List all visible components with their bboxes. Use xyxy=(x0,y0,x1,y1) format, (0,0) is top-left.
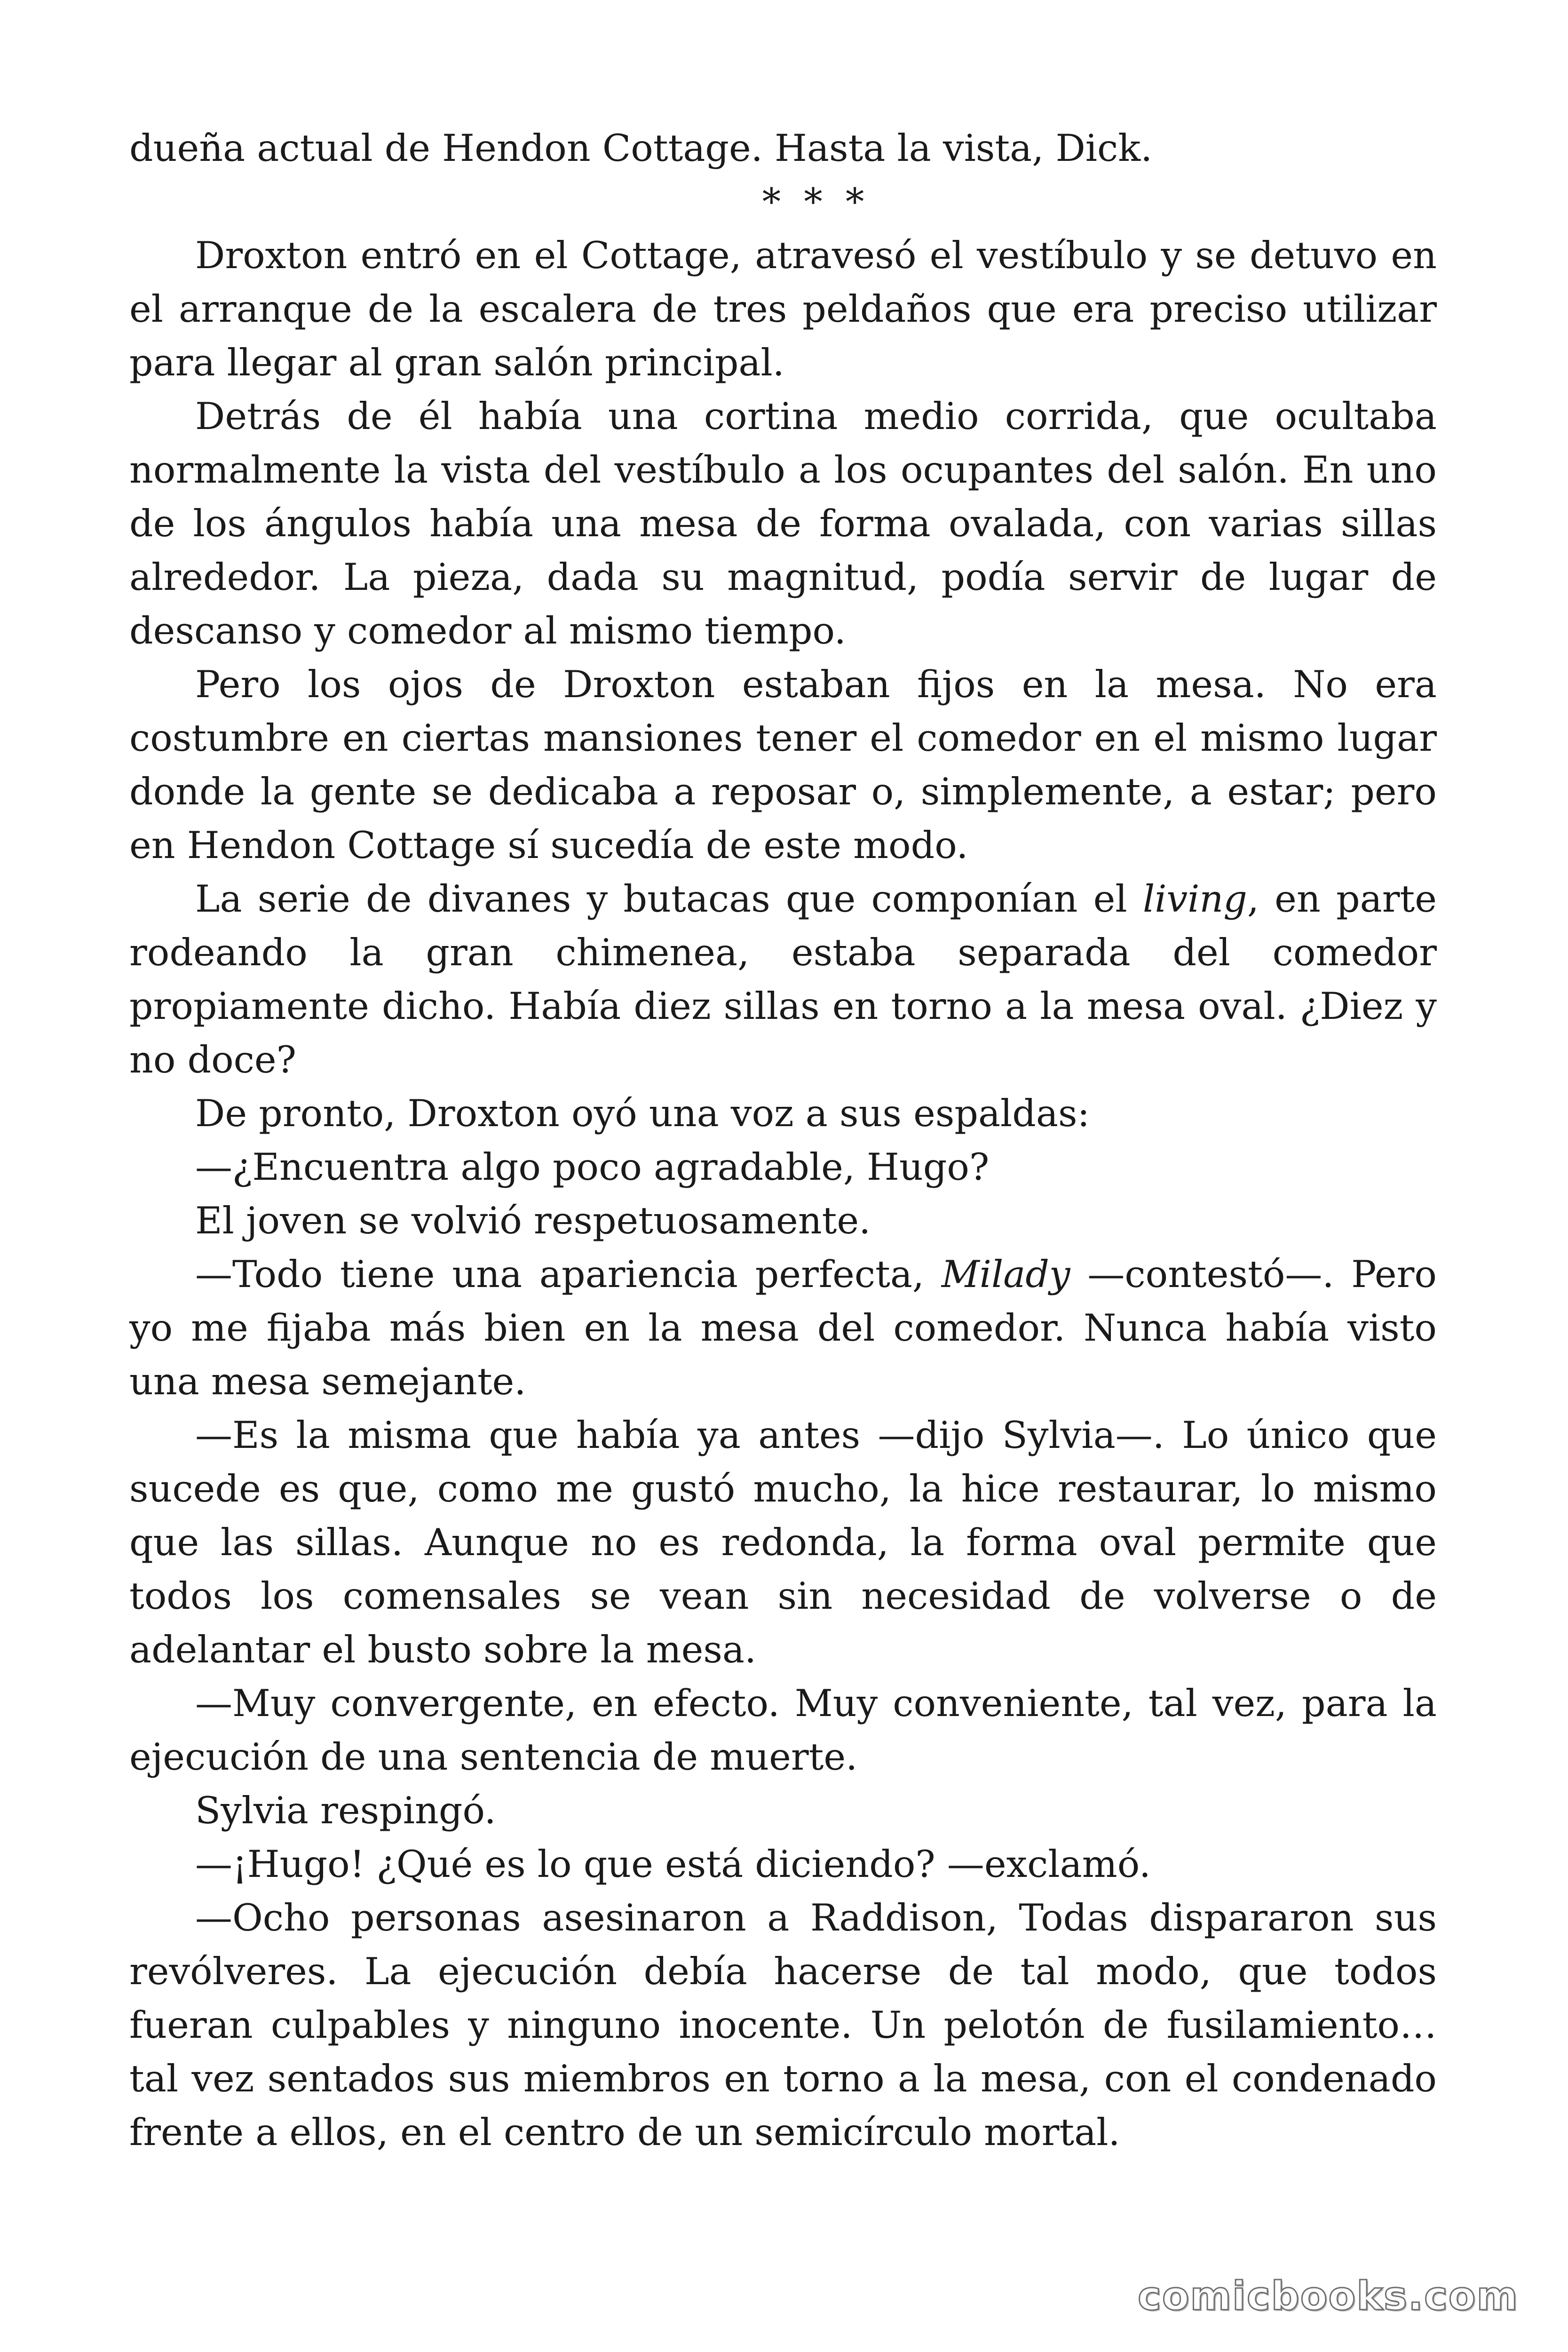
paragraph: De pronto, Droxton oyó una voz a sus espaldas: xyxy=(195,1092,1090,1135)
watermark-logo: comicbooks.com xyxy=(1138,2273,1519,2319)
dialogue-line: —Es la misma que había ya antes —dijo Sylvia—. Lo único que sucede es que, como me gustó mucho, la hice restaurar, lo mismo que las sillas. Aunque no es redonda, la forma oval permite que todos los comensales se vean sin necesidad de volverse o de adelantar el busto sobre la mesa. xyxy=(129,1414,1437,1671)
paragraph: Detrás de él había una cortina medio corrida, que ocultaba normalmente la vista del vestíbulo a los ocupantes del salón. En uno de los ángulos había una mesa de forma ovalada, con varias sillas alrededor. La pieza, dada su magnitud, podía servir de lugar de descanso y comedor al mismo tiempo. xyxy=(129,395,1437,652)
paragraph-text: La serie de divanes y butacas que componían el xyxy=(195,877,1143,921)
paragraph: Pero los ojos de Droxton estaban fijos en la mesa. No era costumbre en ciertas mansiones tener el comedor en el mismo lugar donde la gente se dedicaba a reposar o, simplemente, a estar; pero en Hendon Cottage sí sucedía de este modo. xyxy=(129,663,1437,867)
italic-word: Milady xyxy=(941,1253,1070,1296)
scene-separator: * * * xyxy=(762,180,870,223)
dialogue-line: —Muy convergente, en efecto. Muy conveniente, tal vez, para la ejecución de una sentencia de muerte. xyxy=(129,1682,1437,1779)
paragraph: El joven se volvió respetuosamente. xyxy=(195,1199,871,1242)
dialogue-line: —Ocho personas asesinaron a Raddison, Todas dispararon sus revólveres. La ejecución debía hacerse de tal modo, que todos fueran culpables y ninguno inocente. Un pelotón de fusilamiento… tal vez sentados sus miembros en torno a la mesa, con el condenado frente a ellos, en el centro de un semicírculo mortal. xyxy=(129,1896,1437,2154)
page-text xyxy=(129,121,1437,2159)
paragraph: dueña actual de Hendon Cottage. Hasta la vista, Dick. xyxy=(129,127,1153,170)
dialogue-line xyxy=(129,1248,1437,1408)
dialogue-line: —¿Encuentra algo poco agradable, Hugo? xyxy=(195,1145,990,1189)
italic-word: living xyxy=(1142,877,1247,921)
paragraph-text: , en parte rodeando la gran chimenea, estaba separada del comedor propiamente dicho. Había diez sillas en torno a la mesa oval. ¿Diez y no doce? xyxy=(129,877,1437,1081)
paragraph-text: —Todo tiene una apariencia perfecta, xyxy=(195,1253,942,1296)
paragraph: Droxton entró en el Cottage, atravesó el vestíbulo y se detuvo en el arranque de la escalera de tres peldaños que era preciso utilizar para llegar al gran salón principal. xyxy=(129,234,1437,384)
paragraph xyxy=(129,872,1437,1087)
paragraph-text: —contestó—. Pero yo me fijaba más bien en la mesa del comedor. Nunca había visto una mesa semejante. xyxy=(129,1253,1437,1403)
dialogue-line: —¡Hugo! ¿Qué es lo que está diciendo? —exclamó. xyxy=(195,1843,1151,1886)
paragraph: Sylvia respingó. xyxy=(195,1789,496,1832)
